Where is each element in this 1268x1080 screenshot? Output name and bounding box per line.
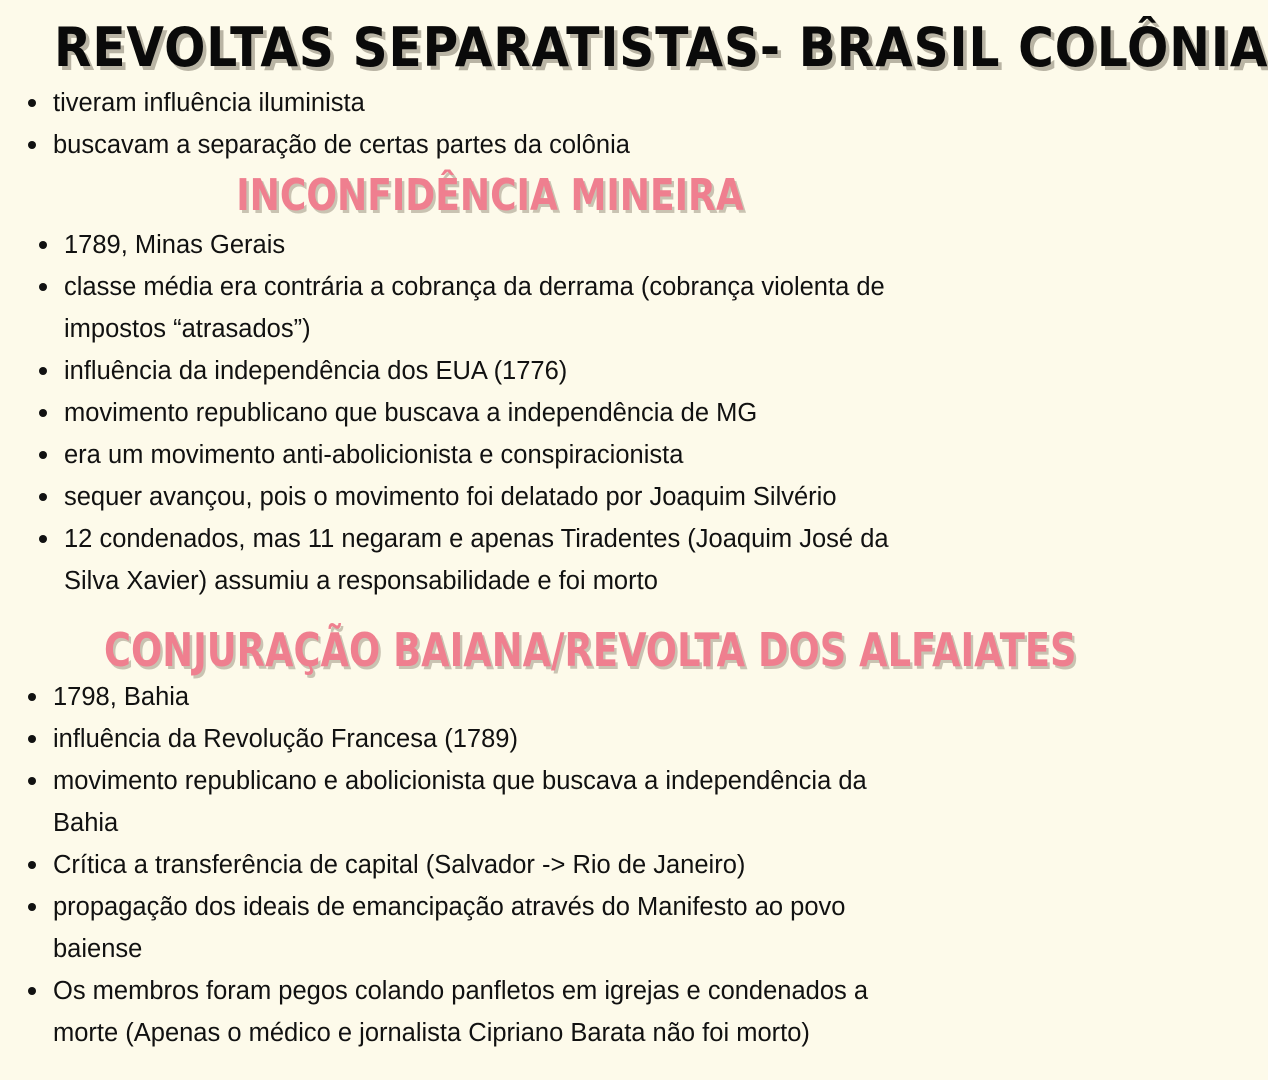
list-item (64, 392, 889, 434)
item-text: sequer avançou, pois o movimento foi delatado por Joaquim Silvério (64, 483, 837, 511)
page-title: REVOLTAS SEPARATISTAS- BRASIL COLÔNIA (54, 16, 1268, 79)
item-text: 12 condenados, mas 11 negaram e apenas Tiradentes (Joaquim José da (64, 525, 889, 553)
section-title-inconfidencia: INCONFIDÊNCIA MINEIRA (236, 170, 744, 221)
list-item (53, 760, 868, 844)
list-item (64, 350, 889, 392)
list-item (53, 844, 868, 886)
list-item (64, 266, 889, 350)
inconfidencia-list (64, 224, 889, 602)
item-text: movimento republicano e abolicionista que buscava a independência da (53, 767, 867, 795)
section-title-conjuracao: CONJURAÇÃO BAIANA/REVOLTA DOS ALFAIATES (104, 623, 1077, 677)
item-text-continued: Bahia (53, 809, 119, 837)
list-item (53, 970, 868, 1054)
list-item: buscavam a separação de certas partes da colônia (53, 124, 630, 166)
list-item (64, 518, 889, 602)
item-text-continued: Silva Xavier) assumiu a responsabilidade e foi morto (64, 567, 658, 595)
item-text: propagação dos ideais de emancipação através do Manifesto ao povo (53, 893, 846, 921)
item-text-continued: impostos “atrasados”) (64, 315, 311, 343)
item-text: era um movimento anti-abolicionista e conspiracionista (64, 441, 684, 469)
item-text: movimento republicano que buscava a independência de MG (64, 399, 758, 427)
list-item: tiveram influência iluminista (53, 82, 630, 124)
item-text: 1789, Minas Gerais (64, 231, 286, 259)
item-text: classe média era contrária a cobrança da derrama (cobrança violenta de (64, 273, 885, 301)
item-text: Os membros foram pegos colando panfletos em igrejas e condenados a (53, 977, 869, 1005)
list-item (64, 476, 889, 518)
item-text-continued: baiense (53, 935, 143, 963)
item-text: influência da independência dos EUA (1776) (64, 357, 568, 385)
list-item (53, 676, 868, 718)
list-item (64, 224, 889, 266)
item-text-continued: morte (Apenas o médico e jornalista Cipriano Barata não foi morto) (53, 1019, 810, 1047)
item-text: influência da Revolução Francesa (1789) (53, 725, 518, 753)
list-item (53, 718, 868, 760)
list-item (64, 434, 889, 476)
item-text: Crítica a transferência de capital (Salvador -> Rio de Janeiro) (53, 851, 746, 879)
conjuracao-list (53, 676, 868, 1054)
list-item (53, 886, 868, 970)
intro-list (53, 82, 630, 166)
item-text: 1798, Bahia (53, 683, 190, 711)
